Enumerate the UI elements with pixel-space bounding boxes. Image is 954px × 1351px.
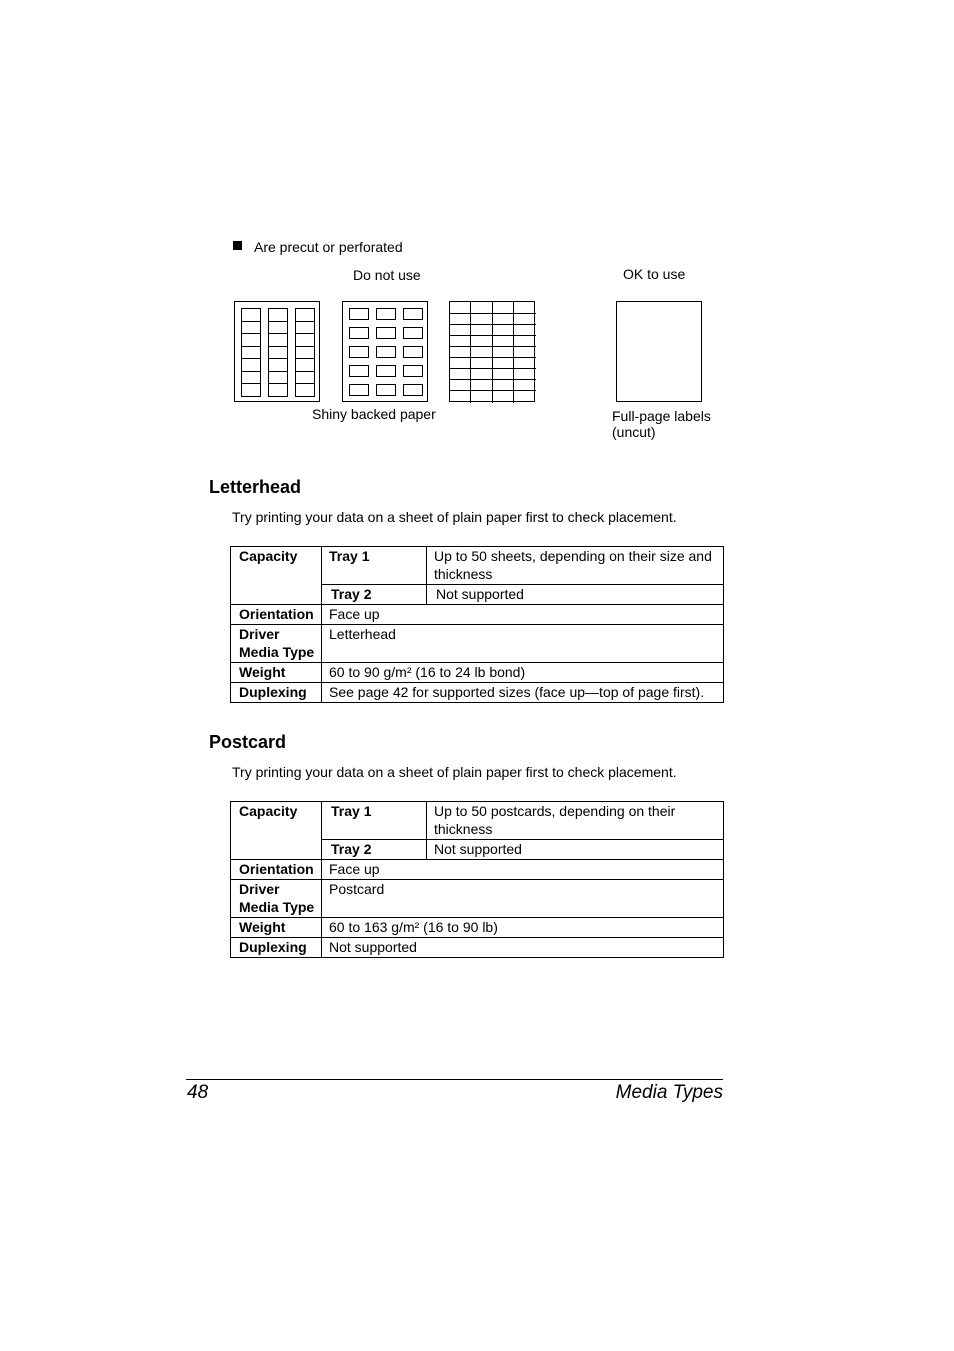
page-number: 48 bbox=[187, 1082, 209, 1103]
table-row bbox=[231, 860, 724, 880]
table-row bbox=[231, 938, 724, 958]
table-row bbox=[231, 683, 724, 703]
driver-label-line2: Media Type bbox=[239, 899, 315, 915]
bullet-square-icon bbox=[233, 241, 242, 250]
duplexing-value: Not supported bbox=[322, 938, 724, 958]
duplexing-label: Duplexing bbox=[231, 683, 322, 703]
driver-label-line1: Driver bbox=[239, 626, 280, 642]
tray1-value: Up to 50 postcards, depending on their thickness bbox=[427, 802, 724, 840]
weight-label: Weight bbox=[231, 918, 322, 938]
tray2-value: Not supported bbox=[427, 585, 724, 605]
driver-media-type-value: Postcard bbox=[322, 880, 724, 918]
label-sheet-precut-illustration bbox=[342, 301, 428, 402]
tray1-label: Tray 1 bbox=[322, 802, 427, 840]
footer-section-title: Media Types bbox=[615, 1082, 723, 1103]
driver-media-type-label bbox=[231, 880, 322, 918]
full-page-label-illustration bbox=[616, 301, 702, 402]
table-row bbox=[231, 802, 724, 840]
duplexing-value: See page 42 for supported sizes (face up—top of page first). bbox=[322, 683, 724, 703]
orientation-value: Face up bbox=[322, 860, 724, 880]
do-not-use-label: Do not use bbox=[353, 267, 421, 283]
ok-to-use-label: OK to use bbox=[623, 266, 686, 282]
orientation-label: Orientation bbox=[231, 605, 322, 625]
full-page-caption-line1: Full-page labels bbox=[612, 408, 711, 424]
postcard-intro: Try printing your data on a sheet of plain paper first to check placement. bbox=[232, 764, 677, 780]
driver-media-type-label bbox=[231, 625, 322, 663]
tray2-label: Tray 2 bbox=[322, 585, 427, 605]
driver-label-line1: Driver bbox=[239, 881, 280, 897]
footer-divider bbox=[186, 1079, 723, 1080]
tray1-value: Up to 50 sheets, depending on their size and thickness bbox=[427, 547, 724, 585]
weight-label: Weight bbox=[231, 663, 322, 683]
tray2-label: Tray 2 bbox=[322, 840, 427, 860]
duplexing-label: Duplexing bbox=[231, 938, 322, 958]
table-row bbox=[231, 918, 724, 938]
tray2-value: Not supported bbox=[427, 840, 724, 860]
letterhead-intro: Try printing your data on a sheet of plain paper first to check placement. bbox=[232, 509, 677, 525]
orientation-value: Face up bbox=[322, 605, 724, 625]
letterhead-heading: Letterhead bbox=[209, 477, 302, 497]
capacity-label: Capacity bbox=[231, 802, 322, 860]
full-page-caption-line2: (uncut) bbox=[612, 424, 656, 440]
bullet-text: Are precut or perforated bbox=[254, 239, 403, 255]
weight-value: 60 to 90 g/m² (16 to 24 lb bond) bbox=[322, 663, 724, 683]
driver-media-type-value: Letterhead bbox=[322, 625, 724, 663]
postcard-heading: Postcard bbox=[209, 732, 287, 752]
table-row bbox=[231, 880, 724, 918]
capacity-label: Capacity bbox=[231, 547, 322, 605]
orientation-label: Orientation bbox=[231, 860, 322, 880]
postcard-spec-table bbox=[230, 801, 724, 958]
table-row bbox=[231, 625, 724, 663]
label-sheet-perforated-illustration bbox=[449, 301, 535, 402]
table-row bbox=[231, 663, 724, 683]
letterhead-spec-table bbox=[230, 546, 724, 703]
weight-value: 60 to 163 g/m² (16 to 90 lb) bbox=[322, 918, 724, 938]
table-row bbox=[231, 547, 724, 585]
driver-label-line2: Media Type bbox=[239, 644, 315, 660]
tray1-label: Tray 1 bbox=[322, 547, 427, 585]
label-sheet-columns-illustration bbox=[234, 301, 320, 402]
shiny-backed-caption: Shiny backed paper bbox=[312, 406, 436, 422]
table-row bbox=[231, 605, 724, 625]
